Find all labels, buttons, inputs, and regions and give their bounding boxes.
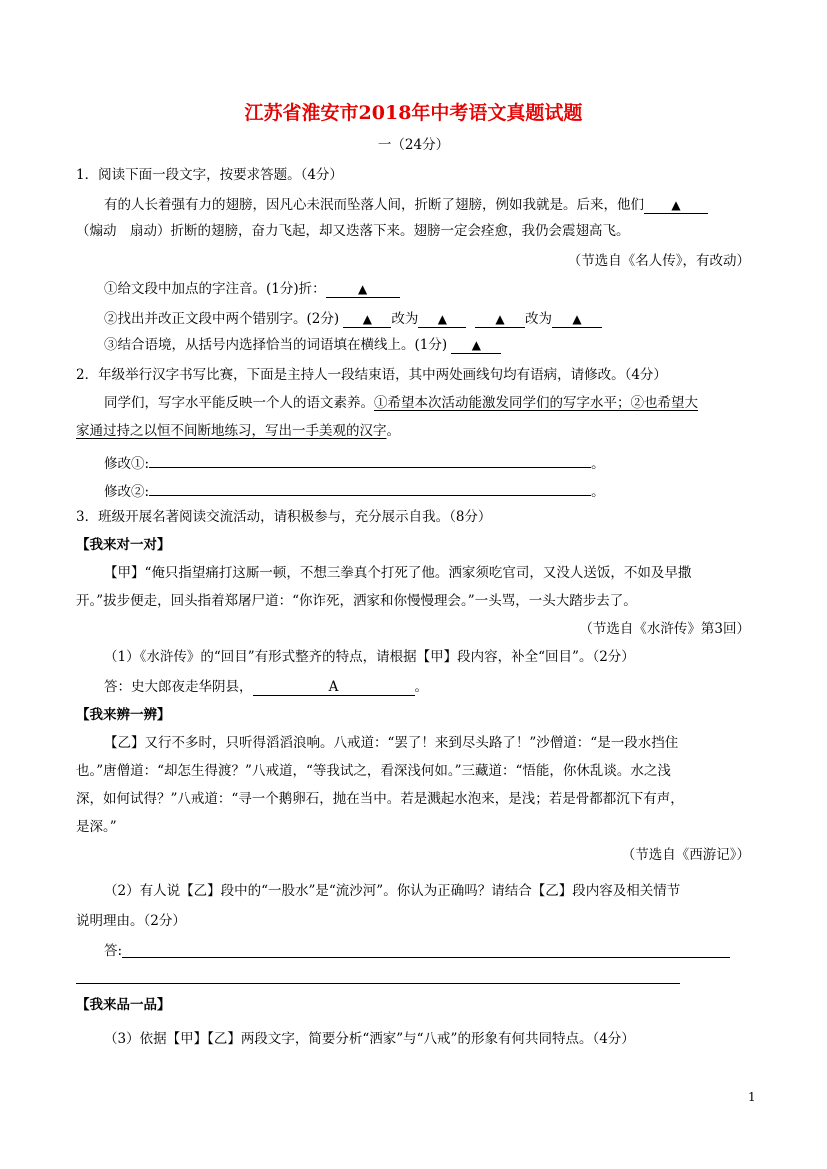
q3-jia-source: （节选自《水浒传》第3回） <box>579 621 750 637</box>
q3-heading-appreciate: 【我来品一品】 <box>76 997 171 1013</box>
q2-paragraph-line2: 家通过持之以恒不间断地练习，写出一手美观的汉字。 <box>76 423 400 439</box>
q1-sub2: ②找出并改正文段中两个错别字。(2分) ▲ 改为 ▲ ▲ 改为 ▲ <box>104 310 602 328</box>
q1-blank-word: ▲ <box>644 198 708 214</box>
q3-stem: 3．班级开展名著阅读交流活动，请积极参与，充分展示自我。（8分） <box>76 509 492 525</box>
q1-sub2-blank4: ▲ <box>552 312 602 328</box>
q1-source: （节选自《名人传》，有改动） <box>567 253 750 269</box>
q1-sub1-blank: ▲ <box>326 282 400 298</box>
page-number: 1 <box>748 1090 756 1104</box>
q1-sub3: ③结合语境，从括号内选择恰当的词语填在横线上。(1分) ▲ <box>104 336 501 354</box>
q1-sub2-blank3: ▲ <box>475 312 525 328</box>
section-heading: 一（24分） <box>377 137 450 153</box>
q3-heading-match: 【我来对一对】 <box>76 537 171 553</box>
q2-underlined-sentence1: ①希望本次活动能激发同学们的写字水平；②也希望大 <box>374 395 698 411</box>
q1-paragraph-line2: （煽动 扇动）折断的翅膀，奋力飞起，却又迭落下来。翅膀一定会痊愈，我仍会震翅高飞。 <box>76 223 630 239</box>
q2-underlined-sentence2: 家通过持之以恒不间断地练习，写出一手美观的汉字 <box>76 423 387 439</box>
q1-sub3-blank: ▲ <box>451 338 501 354</box>
q1-sub2-blank1: ▲ <box>343 312 391 328</box>
q3-answer2-line2[interactable] <box>76 983 680 984</box>
q3-yi-line4: 是深。” <box>76 819 117 835</box>
q2-fix1-answer-line[interactable] <box>149 452 591 468</box>
q3-yi-line2: 也。”唐僧道：“却怎生得渡？”八戒道，“等我试之，看深浅何如。”三藏道：“悟能，你休乱谈。水之浅 <box>76 763 671 779</box>
q3-jia-line2: 开。”拔步便走，回头指着郑屠尸道：“你诈死，洒家和你慢慢理会。”一头骂，一头大踏步去了。 <box>76 593 637 609</box>
q2-paragraph-line1: 同学们，写字水平能反映一个人的语文素养。①希望本次活动能激发同学们的写字水平；②也希望大 <box>104 395 698 411</box>
q1-sub1: ①给文段中加点的字注音。(1分)折： ▲ <box>104 280 400 298</box>
q3-sub3: （3）依据【甲】【乙】两段文字，简要分析“洒家”与“八戒”的形象有何共同特点。（4分） <box>104 1031 635 1047</box>
q3-yi-source: （节选自《西游记》） <box>621 847 750 863</box>
q3-jia-line1: 【甲】“俺只指望痛打这厮一顿，不想三拳真个打死了他。洒家须吃官司，又没人送饭，不如及早撒 <box>104 565 692 581</box>
q3-answer1: 答：史大郎夜走华阴县， A 。 <box>104 679 428 695</box>
q3-answer1-blank[interactable]: A <box>253 680 415 696</box>
q2-fix1: 修改①: 。 <box>104 452 605 473</box>
q3-answer2-label: 答: <box>104 943 123 959</box>
q1-stem: 1．阅读下面一段文字，按要求答题。（4分） <box>76 167 343 183</box>
q2-stem: 2．年级举行汉字书写比赛，下面是主持人一段结束语，其中两处画线句均有语病，请修改。（4分） <box>76 367 667 383</box>
q3-answer2-line1[interactable] <box>122 957 730 958</box>
q1-paragraph-line1: 有的人长着强有力的翅膀，因凡心未泯而坠落人间，折断了翅膀，例如我就是。后来，他们 ▲ <box>104 196 708 214</box>
q2-fix2: 修改②: 。 <box>104 480 605 501</box>
q1-sub2-blank2: ▲ <box>418 312 466 328</box>
document-title: 江苏省淮安市2018年中考语文真题试题 <box>244 102 583 124</box>
q3-sub1: （1）《水浒传》的“回目”有形式整齐的特点，请根据【甲】段内容，补全“回目”。（2分） <box>104 649 635 665</box>
q2-fix2-answer-line[interactable] <box>149 480 591 496</box>
q3-sub2-line1: （2）有人说【乙】段中的“一股水”是“流沙河”。你认为正确吗？请结合【乙】段内容及相关情节 <box>104 883 681 899</box>
q3-yi-line3: 深，如何试得？”八戒道：“寻一个鹅卵石，抛在当中。若是溅起水泡来，是浅；若是骨都都沉下有声， <box>76 791 684 807</box>
q3-sub2-line2: 说明理由。（2分） <box>76 913 186 929</box>
q3-yi-line1: 【乙】又行不多时，只听得滔滔浪响。八戒道：“罢了！来到尽头路了！”沙僧道：“是一段水挡住 <box>104 735 679 751</box>
q3-heading-distinguish: 【我来辨一辨】 <box>76 707 171 723</box>
